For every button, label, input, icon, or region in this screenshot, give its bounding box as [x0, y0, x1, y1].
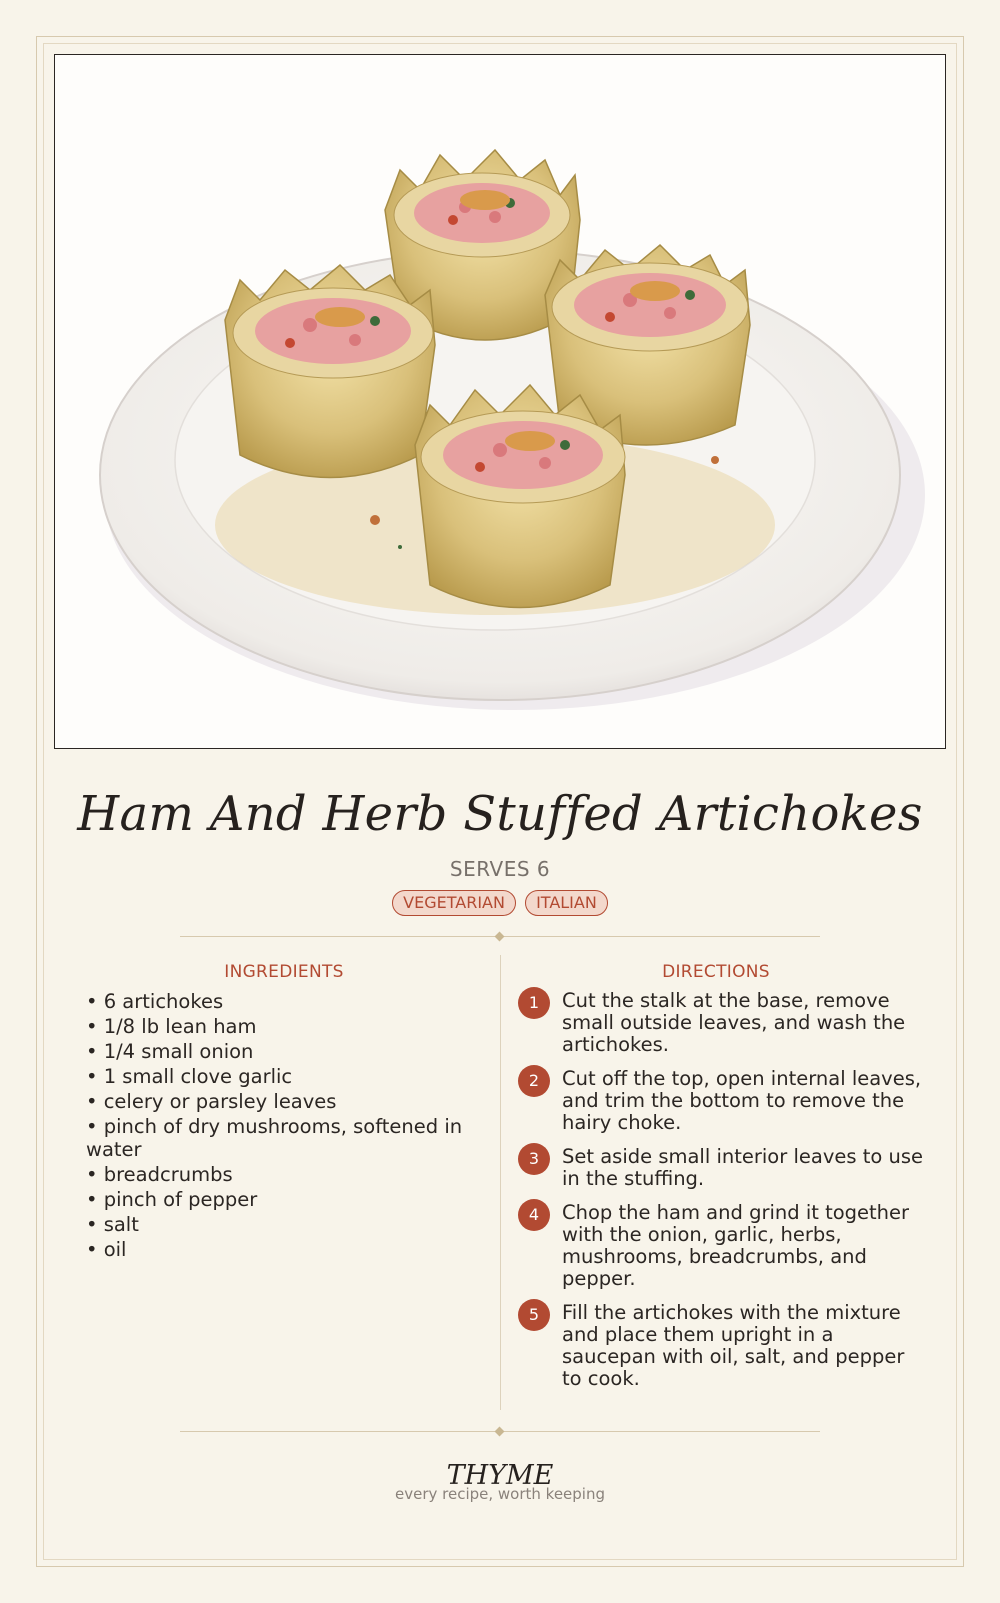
direction-step [518, 1146, 928, 1190]
step-number-badge: 4 [518, 1199, 550, 1231]
ingredient-item: • 1/4 small onion [86, 1040, 466, 1063]
direction-step [518, 1202, 928, 1290]
step-number-badge: 3 [518, 1143, 550, 1175]
ingredient-item: • salt [86, 1213, 466, 1236]
serves-count: SERVES 6 [449, 857, 551, 881]
step-text: Chop the ham and grind it together with the onion, garlic, herbs, mushrooms, breadcrumbs, and pepper. [562, 1201, 910, 1290]
step-text: Fill the artichokes with the mixture and place them upright in a saucepan with oil, salt, and pepper to cook. [562, 1301, 905, 1390]
artichoke-left [225, 265, 435, 478]
tag-list [0, 890, 1000, 916]
step-text: Cut off the top, open internal leaves, and trim the bottom to remove the hairy choke. [562, 1067, 922, 1134]
ingredient-item: • breadcrumbs [86, 1163, 466, 1186]
direction-step [518, 1302, 928, 1390]
ingredient-item: • 1 small clove garlic [86, 1065, 466, 1088]
ingredients-list [86, 990, 466, 1263]
tag-italian: ITALIAN [525, 890, 608, 916]
step-text: Cut the stalk at the base, remove small outside leaves, and wash the artichokes. [562, 989, 906, 1056]
ingredient-item: • 1/8 lb lean ham [86, 1015, 466, 1038]
step-number-badge: 2 [518, 1065, 550, 1097]
tag-vegetarian: VEGETARIAN [392, 890, 516, 916]
recipe-photo [54, 54, 946, 749]
ingredient-item: • celery or parsley leaves [86, 1090, 466, 1113]
ingredient-item: • pinch of pepper [86, 1188, 466, 1211]
ingredient-item: • 6 artichokes [86, 990, 466, 1013]
ingredients-heading: INGREDIENTS [224, 962, 344, 982]
directions-list [518, 990, 928, 1402]
column-divider [500, 955, 501, 1410]
ingredient-item: • pinch of dry mushrooms, softened in water [86, 1115, 466, 1161]
step-number-badge: 1 [518, 987, 550, 1019]
step-text: Set aside small interior leaves to use in the stuffing. [562, 1145, 924, 1190]
step-number-badge: 5 [518, 1299, 550, 1331]
ingredient-item: • oil [86, 1238, 466, 1261]
direction-step [518, 1068, 928, 1134]
directions-heading: DIRECTIONS [662, 962, 770, 982]
brand-logo: THYME [446, 1460, 554, 1491]
direction-step [518, 990, 928, 1056]
brand-tagline: every recipe, worth keeping [394, 1485, 605, 1503]
recipe-title: Ham And Herb Stuffed Artichokes [77, 786, 923, 842]
